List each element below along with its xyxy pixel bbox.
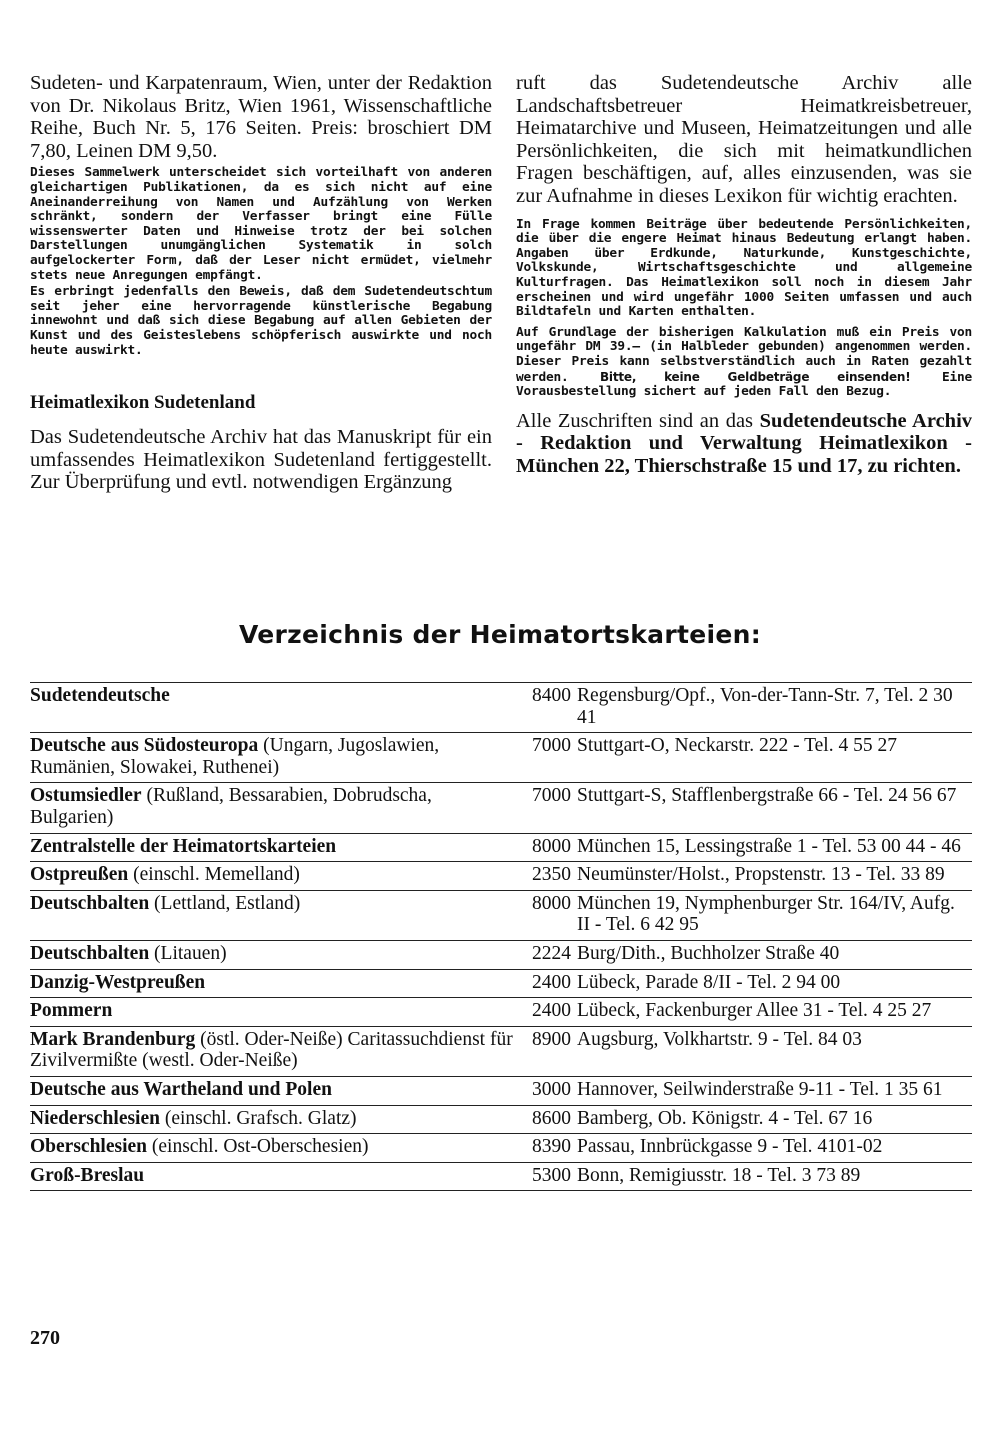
organization-name-bold: Mark Brandenburg bbox=[30, 1028, 196, 1050]
address: Bonn, Remigiusstr. 18 - Tel. 3 73 89 bbox=[577, 1164, 861, 1186]
organization-name bbox=[30, 735, 521, 778]
postal-code: 7000 bbox=[532, 785, 571, 807]
heimatlexikon-heading: Heimatlexikon Sudetenland bbox=[30, 392, 256, 414]
postal-code: 8900 bbox=[532, 1028, 571, 1050]
table-row bbox=[30, 682, 972, 732]
organization-name-detail: (einschl. Grafsch. Glatz) bbox=[164, 1107, 357, 1129]
postal-code: 8390 bbox=[532, 1136, 571, 1158]
table-row bbox=[30, 861, 972, 890]
organization-name bbox=[30, 972, 521, 994]
postal-code: 2350 bbox=[532, 864, 571, 886]
address: München 19, Nymphenburger Str. 164/IV, Aufg. II - Tel. 6 42 95 bbox=[577, 892, 955, 936]
organization-name-bold: Ostpreußen bbox=[30, 864, 129, 886]
address: Passau, Innbrückgasse 9 - Tel. 4101-02 bbox=[577, 1136, 883, 1158]
closing-text: Alle Zuschriften sind an das bbox=[516, 409, 754, 432]
no-money-notice: Bitte, keine Geldbeträge einsenden! bbox=[599, 369, 911, 384]
organization-name bbox=[30, 1029, 521, 1072]
right-column bbox=[516, 72, 972, 477]
table-row bbox=[30, 1105, 972, 1134]
postal-code: 8000 bbox=[532, 835, 571, 857]
postal-code: 2224 bbox=[532, 942, 571, 964]
postal-code: 8600 bbox=[532, 1107, 571, 1129]
closing-address: Sudetendeutsche Archiv - Redaktion und Verwaltung Heimatlexikon - München 22, Thierschstraße 15 und 17, zu richten. bbox=[516, 409, 973, 477]
organization-name bbox=[30, 864, 521, 886]
review-paragraph-2: Es erbringt jedenfalls den Beweis, daß dem Sudetendeutschtum seit jeher eine hervorragende künstlerische Begabung innewohnt und daß sich diese Begabung auf allen Gebieten der Kunst und des Geisteslebens schöpferisch auswirkte und noch heute auswirkt. bbox=[30, 284, 492, 358]
postal-code: 8000 bbox=[532, 892, 571, 914]
address: Bamberg, Ob. Königstr. 4 - Tel. 67 16 bbox=[577, 1107, 873, 1129]
organization-name bbox=[30, 1108, 521, 1130]
organization-name bbox=[30, 943, 521, 965]
organization-name-detail: (Ungarn, Jugoslawien, Rumänien, Slowakei, Ruthenei) bbox=[30, 735, 440, 778]
table-row bbox=[30, 1076, 972, 1105]
organization-name-bold: Groß-Breslau bbox=[30, 1164, 145, 1186]
review-paragraph-1: Dieses Sammelwerk unterscheidet sich vorteilhaft von anderen gleichartigen Publikationen, da es sich nicht auf eine Aneinanderreihung von Namen und Aufzählung von Werken schränkt, sondern der Verfasser bringt eine Fülle wissenswerter Daten und Hinweise trotz der bei solchen Darstellungen unumgänglichen Systematik in solch aufgelockerter Form, daß der Leser nicht ermüdet, vielmehr stets neue Anregungen empfängt. bbox=[30, 165, 492, 283]
table-row bbox=[30, 997, 972, 1026]
table-row bbox=[30, 833, 972, 862]
heimatortskarteien-table bbox=[30, 682, 972, 1191]
table-row bbox=[30, 940, 972, 969]
organization-name bbox=[30, 1079, 521, 1101]
left-column bbox=[30, 72, 492, 494]
closing-paragraph bbox=[516, 410, 972, 478]
postal-code: 8400 bbox=[532, 685, 571, 706]
organization-name bbox=[30, 1000, 521, 1022]
organization-name-detail: (Rußland, Bessarabien, Dobrudscha, Bulgarien) bbox=[30, 785, 432, 828]
postal-code: 5300 bbox=[532, 1164, 571, 1186]
organization-name-bold: Zentralstelle der Heimatortskarteien bbox=[30, 835, 337, 857]
organization-name-detail: (einschl. Memelland) bbox=[133, 864, 300, 886]
organization-name-bold: Deutsche aus Wartheland und Polen bbox=[30, 1078, 332, 1100]
organization-name-bold: Niederschlesien bbox=[30, 1107, 160, 1129]
address: Stuttgart-S, Stafflenbergstraße 66 - Tel. 24 56 67 bbox=[577, 785, 957, 807]
preorder-text: Eine Vorausbestellung sichert auf jeden Fall den Bezug. bbox=[516, 369, 972, 400]
table-row bbox=[30, 732, 972, 782]
postal-code: 2400 bbox=[532, 971, 571, 993]
postal-code: 3000 bbox=[532, 1078, 571, 1100]
table-row bbox=[30, 890, 972, 940]
price-text: Auf Grundlage der bisherigen Kalkulation muß ein Preis von ungefähr DM 39.— (in Halbleder gebunden) angenommen werden. Dieser Preis kann selbstverständlich auch in Raten gezahlt werden. bbox=[516, 324, 972, 385]
organization-name bbox=[30, 685, 521, 728]
organization-name-bold: Deutschbalten bbox=[30, 892, 150, 914]
address: Augsburg, Volkhartstr. 9 - Tel. 84 03 bbox=[577, 1028, 862, 1050]
address: Lübeck, Fackenburger Allee 31 - Tel. 4 25 27 bbox=[577, 1000, 932, 1022]
lexikon-paragraph-2 bbox=[516, 326, 972, 400]
organization-name-detail: (Lettland, Estland) bbox=[154, 892, 301, 914]
table-row bbox=[30, 1026, 972, 1076]
organization-name bbox=[30, 785, 521, 828]
page-number: 270 bbox=[30, 1327, 60, 1349]
section-title: Verzeichnis der Heimatortskarteien: bbox=[239, 620, 761, 649]
organization-name bbox=[30, 893, 521, 936]
organization-name-bold: Pommern bbox=[30, 1000, 113, 1022]
address: Stuttgart-O, Neckarstr. 222 - Tel. 4 55 27 bbox=[577, 735, 897, 757]
organization-name bbox=[30, 1136, 521, 1158]
table-row bbox=[30, 782, 972, 832]
postal-code: 7000 bbox=[532, 735, 571, 757]
organization-name bbox=[30, 836, 521, 858]
organization-name-bold: Deutsche aus Südosteuropa bbox=[30, 735, 259, 757]
organization-name-detail: (einschl. Ost-Oberschesien) bbox=[151, 1136, 369, 1158]
postal-code: 2400 bbox=[532, 1000, 571, 1022]
address: Burg/Dith., Buchholzer Straße 40 bbox=[577, 942, 840, 964]
address: Neumünster/Holst., Propstenstr. 13 - Tel. 33 89 bbox=[577, 864, 945, 886]
organization-name bbox=[30, 1165, 521, 1187]
organization-name-bold: Deutschbalten bbox=[30, 942, 150, 964]
organization-name-bold: Sudetendeutsche bbox=[30, 685, 170, 706]
organization-name-bold: Danzig-Westpreußen bbox=[30, 971, 206, 993]
table-row bbox=[30, 1162, 972, 1192]
lexikon-continued: ruft das Sudetendeutsche Archiv alle Landschaftsbetreuer Heimatkreisbetreuer, Heimatarchive und Museen, Heimatzeitungen und alle Persönlichkeiten, die sich mit heimatkundlichen Fragen beschäftigen, auf, alles einzusenden, was sie zur Aufnahme in dieses Lexikon für wichtig erachten. bbox=[516, 72, 972, 207]
organization-name-bold: Oberschlesien bbox=[30, 1136, 147, 1158]
table-row bbox=[30, 969, 972, 998]
table-row bbox=[30, 1133, 972, 1162]
organization-name-detail: (östl. Oder-Neiße) Caritassuchdienst für Zivilvermißte (westl. Oder-Neiße) bbox=[30, 1028, 513, 1072]
organization-name-bold: Ostumsiedler bbox=[30, 785, 142, 807]
organization-name-detail: (Litauen) bbox=[154, 942, 227, 964]
review-intro: Sudeten- und Karpatenraum, Wien, unter der Redaktion von Dr. Nikolaus Britz, Wien 1961, Wissenschaftliche Reihe, Buch Nr. 5, 176 Seiten. Preis: broschiert DM 7,80, Leinen DM 9,50. bbox=[30, 72, 492, 162]
address: Regensburg/Opf., Von-der-Tann-Str. 7, Tel. 2 30 41 bbox=[577, 685, 953, 728]
lexikon-intro: Das Sudetendeutsche Archiv hat das Manuskript für ein umfassendes Heimatlexikon Sudetenland fertiggestellt. Zur Überprüfung und evtl. notwendigen Ergänzung bbox=[30, 426, 492, 494]
address: Lübeck, Parade 8/II - Tel. 2 94 00 bbox=[577, 971, 841, 993]
address: Hannover, Seilwinderstraße 9-11 - Tel. 1 35 61 bbox=[577, 1078, 943, 1100]
lexikon-paragraph-1: In Frage kommen Beiträge über bedeutende Persönlichkeiten, die über die engere Heimat hinaus Bedeutung erlangt haben. Angaben über Erdkunde, Naturkunde, Kunstgeschichte, Volkskunde, Wirtschaftsgeschichte und allgemeine Kulturfragen. Das Heimatlexikon soll noch in diesem Jahr erscheinen und wird ungefähr 1000 Seiten umfassen und auch Bildtafeln und Karten enthalten. bbox=[516, 216, 972, 320]
address: München 15, Lessingstraße 1 - Tel. 53 00 44 - 46 bbox=[577, 835, 961, 857]
